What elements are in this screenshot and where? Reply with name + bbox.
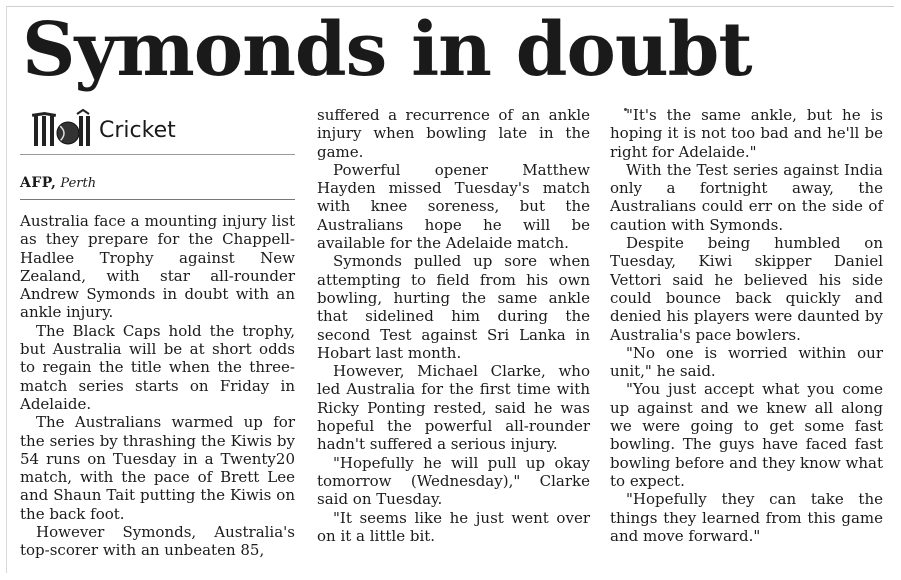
section-tag [31, 108, 286, 148]
paragraph: Powerful opener Matthew Hayden missed Tuesday's match with knee soreness, but the Australians hope he will be available for the Adelaide match. [317, 160, 590, 253]
paragraph: With the Test series against India only a fortnight away, the Australians could err on the side of caution with Symonds. [610, 160, 883, 234]
paragraph: "It seems like he just went over on it a little bit. [317, 508, 590, 545]
paragraph: However Symonds, Australia's top-scorer with an unbeaten 85, [20, 523, 295, 560]
paragraph: Despite being humbled on Tuesday, Kiwi skipper Daniel Vettori said he believed his side could bounce back quickly and denied his players were daunted by Australia's pace bowlers. [610, 234, 883, 344]
paragraph: The Black Caps hold the trophy, but Australia will be at short odds to regain the title when the three-match series starts on Friday in Adelaide. [20, 321, 295, 413]
byline [20, 174, 96, 193]
article-column-1 [20, 212, 295, 560]
byline-divider [20, 199, 295, 200]
paragraph: "You just accept what you come up against and we knew all along we were going to get some fast bowling. The guys have faced fast bowling before and they know what to expect. [610, 380, 883, 490]
paragraph: "It's the same ankle, but he is hoping it is not too bad and he'll be right for Adelaide." [610, 106, 883, 161]
article-column-3 [610, 106, 883, 545]
article-column-2 [317, 106, 590, 545]
paragraph: "Hopefully he will pull up okay tomorrow (Wednesday)," Clarke said on Tuesday. [317, 453, 590, 509]
paragraph: However, Michael Clarke, who led Australia for the first time with Ricky Ponting rested, said he was hopeful the powerful all-rounder hadn't suffered a serious injury. [317, 362, 590, 454]
paragraph: The Australians warmed up for the series by thrashing the Kiwis by 54 runs on Tuesday in a Twenty20 match, with the pace of Brett Lee and Shaun Tait putting the Kiwis on the back foot. [20, 413, 295, 523]
byline-agency: AFP, [20, 175, 57, 191]
section-label: Cricket [99, 118, 176, 143]
paragraph: "Hopefully they can take the things they learned from this game and move forward." [610, 490, 883, 545]
headline: Symonds in doubt [22, 7, 752, 93]
paragraph: suffered a recurrence of an ankle injury when bowling late in the game. [317, 106, 590, 161]
section-divider [20, 154, 295, 155]
paragraph: "No one is worried within our unit," he said. [610, 343, 883, 381]
paragraph: Symonds pulled up sore when attempting to field from his own bowling, hurting the same ankle that sidelined him during the second Test against Sri Lanka in Hobart last month. [317, 252, 590, 362]
byline-place: Perth [60, 176, 97, 191]
paragraph: Australia face a mounting injury list as they prepare for the Chappell-Hadlee Trophy against New Zealand, with star all-rounder Andrew Symonds in doubt with an ankle injury. [20, 212, 295, 322]
cricket-stumps-ball-icon [31, 108, 93, 148]
